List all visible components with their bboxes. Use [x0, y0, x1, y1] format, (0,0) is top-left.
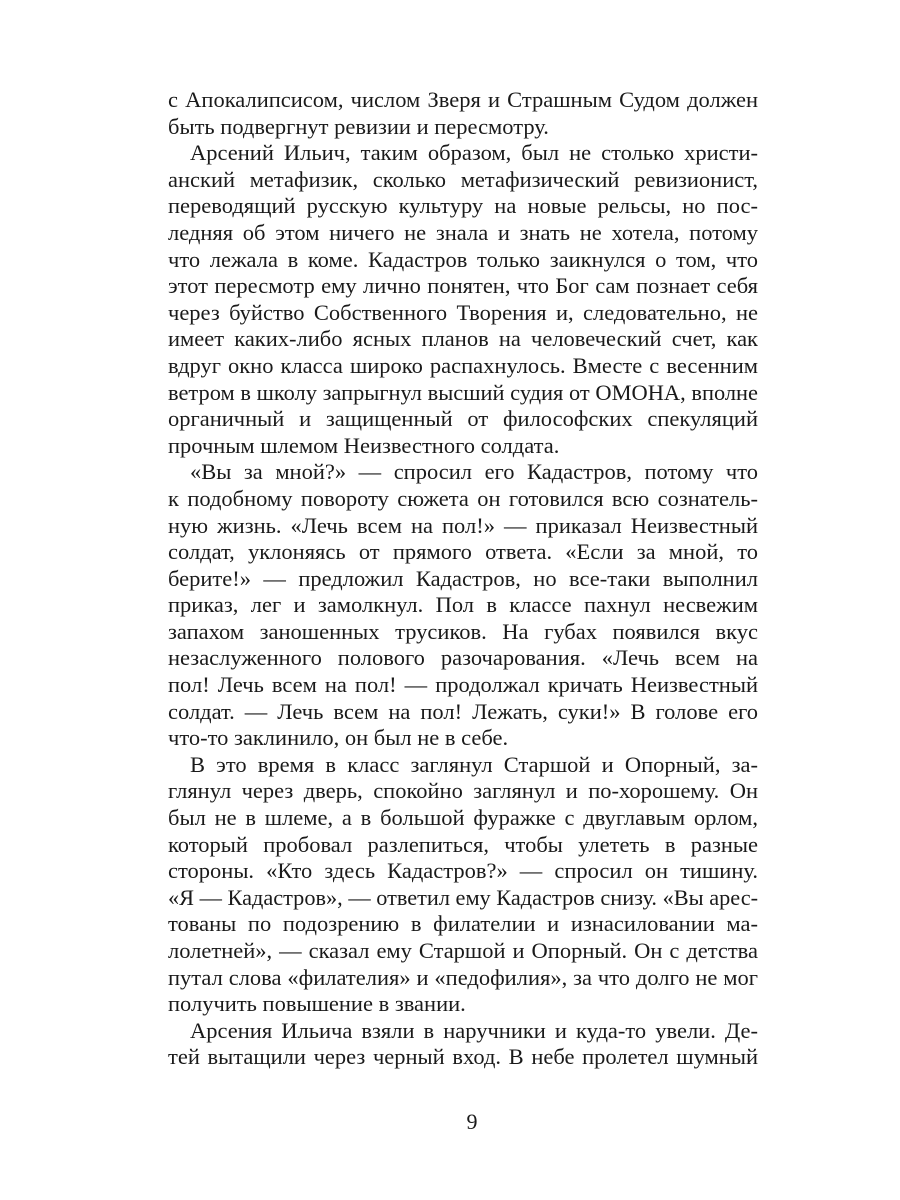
text-line: был не в шлеме, а в большой фуражке с двуглавым орлом,: [168, 805, 758, 831]
text-line: что-то заклинило, он был не в себе.: [168, 725, 509, 751]
text-line: тованы по подозрению в филателии и изнасиловании ма-: [168, 911, 758, 937]
text-line: вдруг окно класса широко распахнулось. Вместе с весенним: [168, 352, 758, 378]
text-line: этот пересмотр ему лично понятен, что Бог сам познает себя: [168, 273, 758, 299]
text-line: ледняя об этом ничего не знала и знать не хотела, потому: [168, 219, 758, 245]
text-line: быть подвергнут ревизии и пересмотру.: [168, 113, 549, 139]
text-line: солдат, уклоняясь от прямого ответа. «Если за мной, то: [168, 539, 758, 565]
body-text: [168, 87, 758, 1071]
text-line: имеет каких-либо ясных планов на человеческий счет, как: [168, 326, 758, 352]
text-line: стороны. «Кто здесь Кадастров?» — спросил он тишину.: [168, 858, 758, 884]
text-line: к подобному повороту сюжета он готовился всю сознатель-: [168, 485, 758, 511]
page-number: 9: [466, 1109, 478, 1134]
text-line: что лежала в коме. Кадастров только заикнулся о том, что: [168, 246, 758, 272]
text-line: анский метафизик, сколько метафизический ревизионист,: [168, 166, 758, 192]
text-line: Арсений Ильич, таким образом, был не столько христи-: [190, 140, 758, 166]
text-line: пол! Лечь всем на пол! — продолжал кричать Неизвестный: [168, 672, 758, 698]
text-line: ную жизнь. «Лечь всем на пол!» — приказал Неизвестный: [168, 512, 758, 538]
text-line: путал слова «филателия» и «педофилия», за что долго не мог: [168, 964, 758, 990]
text-line: переводящий русскую культуру на новые рельсы, но пос-: [168, 193, 758, 219]
text-line: В это время в класс заглянул Старшой и Опорный, за-: [190, 751, 758, 777]
text-line: который пробовал разлепиться, чтобы улететь в разные: [168, 831, 758, 857]
text-line: тей вытащили через черный вход. В небе пролетел шумный: [168, 1044, 758, 1070]
text-line: запахом заношенных трусиков. На губах появился вкус: [168, 618, 758, 644]
text-line: через буйство Собственного Творения и, следовательно, не: [168, 299, 758, 325]
text-line: лолетней», — сказал ему Старшой и Опорный. Он с детства: [168, 938, 758, 963]
text-line: Арсения Ильича взяли в наручники и куда-то увели. Де-: [190, 1017, 758, 1043]
text-line: прочным шлемом Неизвестного солдата.: [168, 432, 560, 458]
text-line: «Я — Кадастров», — ответил ему Кадастров снизу. «Вы арес-: [168, 884, 759, 910]
text-line: глянул через дверь, спокойно заглянул и по-хорошему. Он: [168, 778, 758, 804]
text-line: незаслуженного полового разочарования. «Лечь всем на: [168, 645, 758, 671]
text-line: «Вы за мной?» — спросил его Кадастров, потому что: [190, 459, 758, 485]
text-line: органичный и защищенный от философских спекуляций: [168, 406, 758, 432]
text-line: солдат. — Лечь всем на пол! Лежать, суки!» В голове его: [168, 698, 758, 724]
text-line: ветром в школу запрыгнул высший судия от ОМОНА, вполне: [168, 379, 758, 405]
text-line: берите!» — предложил Кадастров, но все-таки выполнил: [168, 565, 758, 591]
text-line: с Апокалипсисом, числом Зверя и Страшным Судом должен: [168, 87, 758, 112]
text-line: получить повышение в звании.: [168, 991, 466, 1017]
text-line: приказ, лег и замолкнул. Пол в классе пахнул несвежим: [168, 592, 758, 618]
